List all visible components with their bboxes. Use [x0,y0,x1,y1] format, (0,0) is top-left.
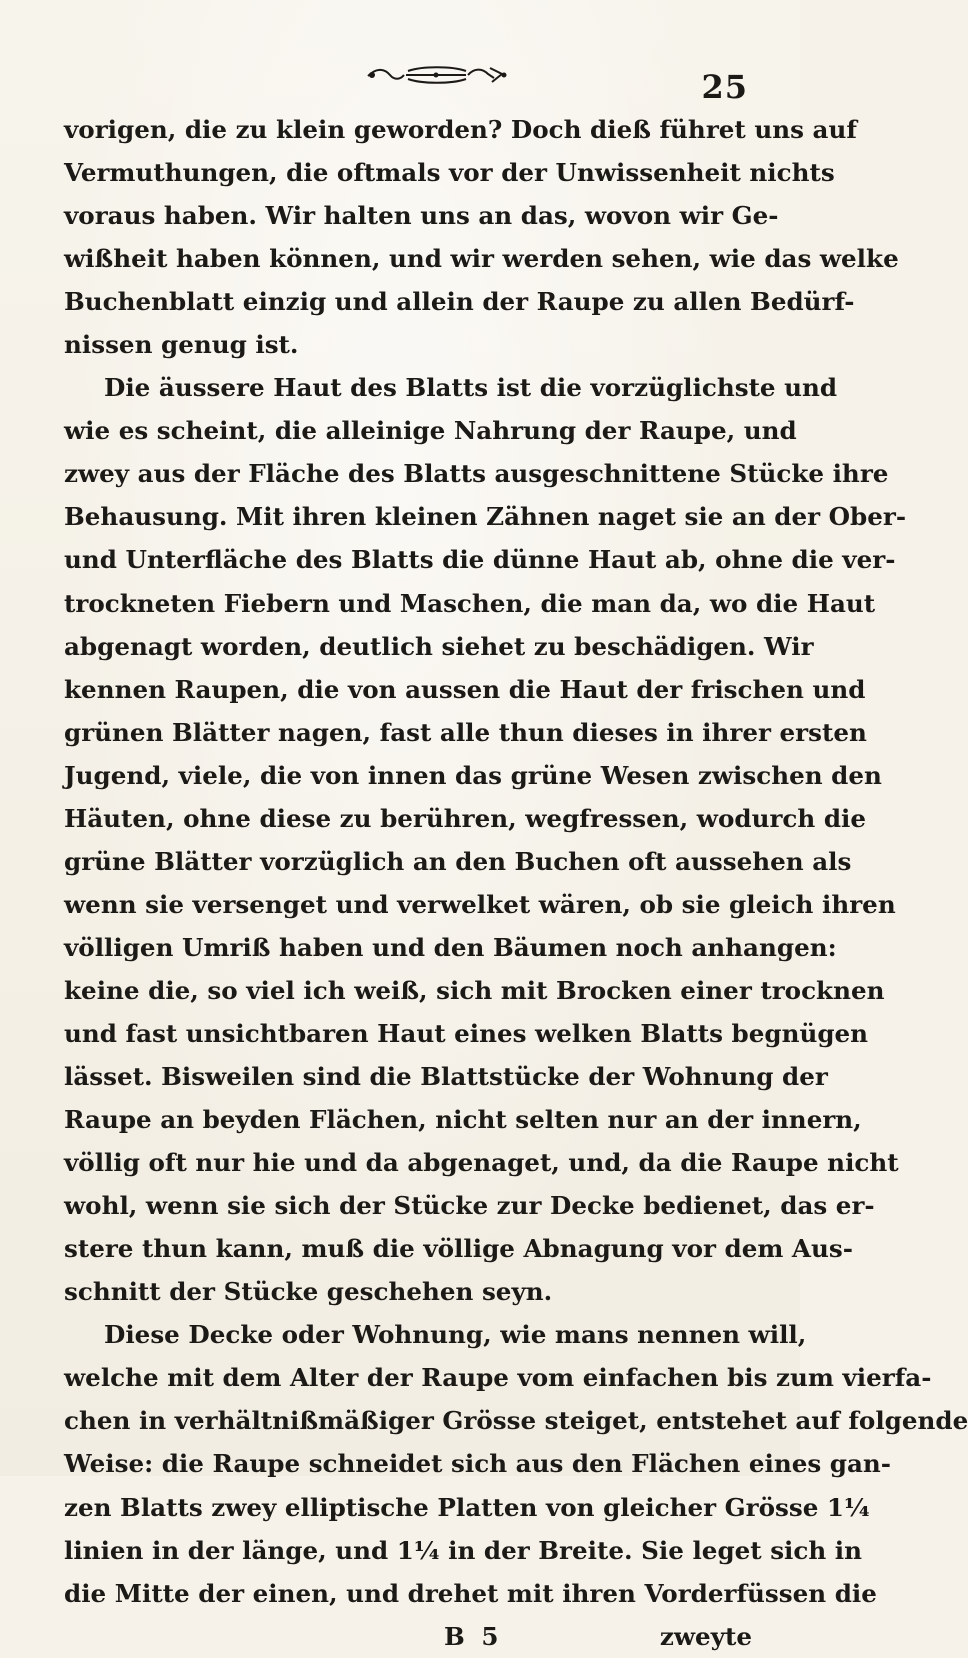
text-line: Weise: die Raupe schneidet sich aus den Flächen eines gan- [64,1449,892,1479]
text-line: keine die, so viel ich weiß, sich mit Brocken einer trocknen [64,975,885,1005]
text-line: wie es scheint, die alleinige Nahrung der Raupe, und [64,416,797,446]
page-footer [64,1615,752,1658]
text-line: abgenagt worden, deutlich siehet zu beschädigen. Wir [64,631,814,661]
text-line: voraus haben. Wir halten uns an das, wovon wir Ge- [64,201,779,231]
text-line: grüne Blätter vorzüglich an den Buchen oft aussehen als [64,846,852,876]
text-line: grünen Blätter nagen, fast alle thun dieses in ihrer ersten [64,717,867,747]
text-line: völligen Umriß haben und den Bäumen noch anhangen: [64,932,837,962]
catchword: zweyte [659,1621,752,1651]
text-line: welche mit dem Alter der Raupe vom einfachen bis zum vierfa- [64,1363,932,1393]
text-line: lässet. Bisweilen sind die Blattstücke der Wohnung der [64,1062,828,1092]
signature-mark: B 5 [444,1621,503,1651]
printer-ornament-icon [362,64,512,86]
text-line: und fast unsichtbaren Haut eines welken Blatts begnügen [64,1018,869,1048]
text-line: stere thun kann, muß die völlige Abnagung vor dem Aus- [64,1234,853,1264]
text-line: zwey aus der Fläche des Blatts ausgeschnittene Stücke ihre [64,459,889,489]
page-number: 25 [701,68,748,106]
text-line: wohl, wenn sie sich der Stücke zur Decke bedienet, das er- [64,1191,875,1221]
text-line: trockneten Fiebern und Maschen, die man da, wo die Haut [64,588,876,618]
text-line: zen Blatts zwey elliptische Platten von gleicher Grösse 1¼ [64,1492,870,1522]
text-line: Jugend, viele, die von innen das grüne Wesen zwischen den [64,760,882,790]
text-line: und Unterfläche des Blatts die dünne Haut ab, ohne die ver- [64,545,896,575]
text-line: völlig oft nur hie und da abgenaget, und, da die Raupe nicht [64,1148,899,1178]
text-line: Raupe an beyden Flächen, nicht selten nur an der innern, [64,1105,862,1135]
text-line: schnitt der Stücke geschehen seyn. [64,1277,553,1307]
paragraph-start: Die äussere Haut des Blatts ist die vorzüglichste und [104,373,838,403]
text-line: Buchenblatt einzig und allein der Raupe zu allen Bedürf- [64,287,855,317]
paragraph-start: Diese Decke oder Wohnung, wie mans nennen will, [104,1320,807,1350]
text-line: Häuten, ohne diese zu berühren, wegfressen, wodurch die [64,803,867,833]
text-line: chen in verhältnißmäßiger Grösse steiget, entstehet auf folgende [64,1406,968,1436]
text-line: die Mitte der einen, und drehet mit ihren Vorderfüssen die [64,1578,877,1608]
text-line: linien in der länge, und 1¼ in der Breite. Sie leget sich in [64,1535,863,1565]
page-header [0,64,800,104]
text-line: Vermuthungen, die oftmals vor der Unwissenheit nichts [64,158,835,188]
text-line: vorigen, die zu klein geworden? Doch dieß führet uns auf [64,115,857,144]
body-text [64,108,968,1658]
text-line: wißheit haben können, und wir werden sehen, wie das welke [64,244,899,274]
text-line: nissen genug ist. [64,330,299,360]
text-line: kennen Raupen, die von aussen die Haut der frischen und [64,674,866,704]
text-line: Behausung. Mit ihren kleinen Zähnen naget sie an der Ober- [64,502,907,532]
text-line: wenn sie versenget und verwelket wären, ob sie gleich ihren [64,889,896,919]
